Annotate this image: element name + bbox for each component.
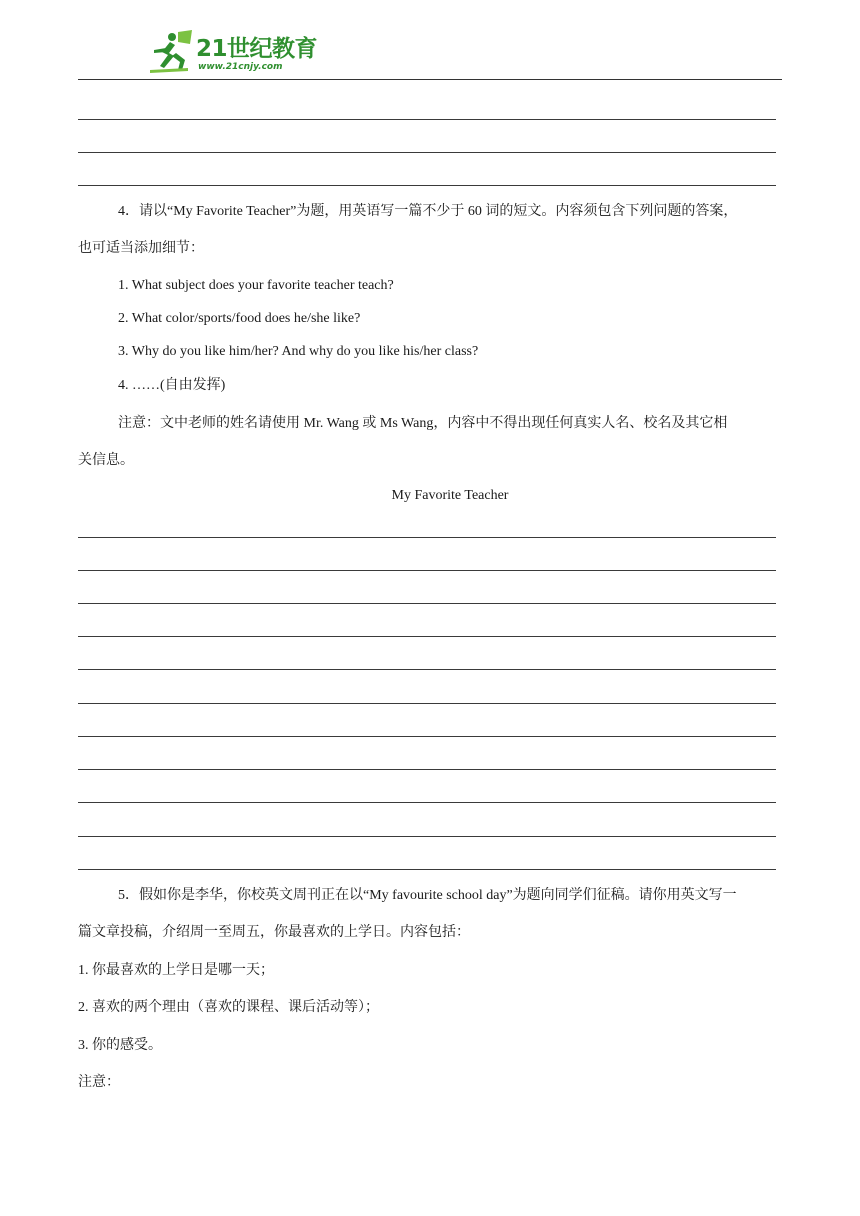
q4-prompt-line1: 4．请以“My Favorite Teacher”为题，用英语写一篇不少于 60 词的短文。内容须包含下列问题的答案，: [118, 204, 738, 219]
runner-logo-icon: [148, 28, 196, 74]
q5-item: 2. 喜欢的两个理由（喜欢的课程、课后活动等）；: [78, 1000, 379, 1015]
q5-note: 注意：: [78, 1075, 120, 1090]
answer-line: [78, 119, 776, 120]
writing-line: [78, 603, 776, 604]
q4-item: 4. ……(自由发挥): [118, 378, 226, 393]
writing-line: [78, 570, 776, 571]
writing-line: [78, 836, 776, 837]
writing-line: [78, 769, 776, 770]
q5-item: 3. 你的感受。: [78, 1038, 162, 1053]
q4-note-line1: 注意：文中老师的姓名请使用 Mr. Wang 或 Ms Wang，内容中不得出现任何真实人名、校名及其它相: [118, 416, 728, 431]
essay-title: My Favorite Teacher: [391, 488, 509, 503]
q4-item: 1. What subject does your favorite teacher teach?: [118, 278, 394, 293]
q5-item: 1. 你最喜欢的上学日是哪一天；: [78, 963, 274, 978]
answer-line: [78, 185, 776, 186]
q4-note-line2: 关信息。: [78, 453, 134, 468]
writing-line: [78, 703, 776, 704]
writing-line: [78, 869, 776, 870]
q4-item: 3. Why do you like him/her? And why do you like his/her class?: [118, 344, 479, 359]
writing-line: [78, 736, 776, 737]
answer-line: [78, 152, 776, 153]
writing-line: [78, 669, 776, 670]
page-header: [0, 0, 860, 82]
q5-prompt-line2: 篇文章投稿，介绍周一至周五，你最喜欢的上学日。内容包括：: [78, 925, 470, 940]
site-logo: [148, 28, 318, 78]
q4-item: 2. What color/sports/food does he/she like?: [118, 311, 361, 326]
logo-title: 21世纪教育: [196, 36, 318, 62]
header-divider: [78, 79, 782, 80]
q4-prompt-line2: 也可适当添加细节：: [78, 241, 204, 256]
logo-url: www.21cnjy.com: [198, 62, 283, 72]
writing-line: [78, 636, 776, 637]
q5-prompt-line1: 5．假如你是李华，你校英文周刊正在以“My favourite school day”为题向同学们征稿。请你用英文写一: [118, 888, 737, 903]
writing-line: [78, 537, 776, 538]
writing-line: [78, 802, 776, 803]
